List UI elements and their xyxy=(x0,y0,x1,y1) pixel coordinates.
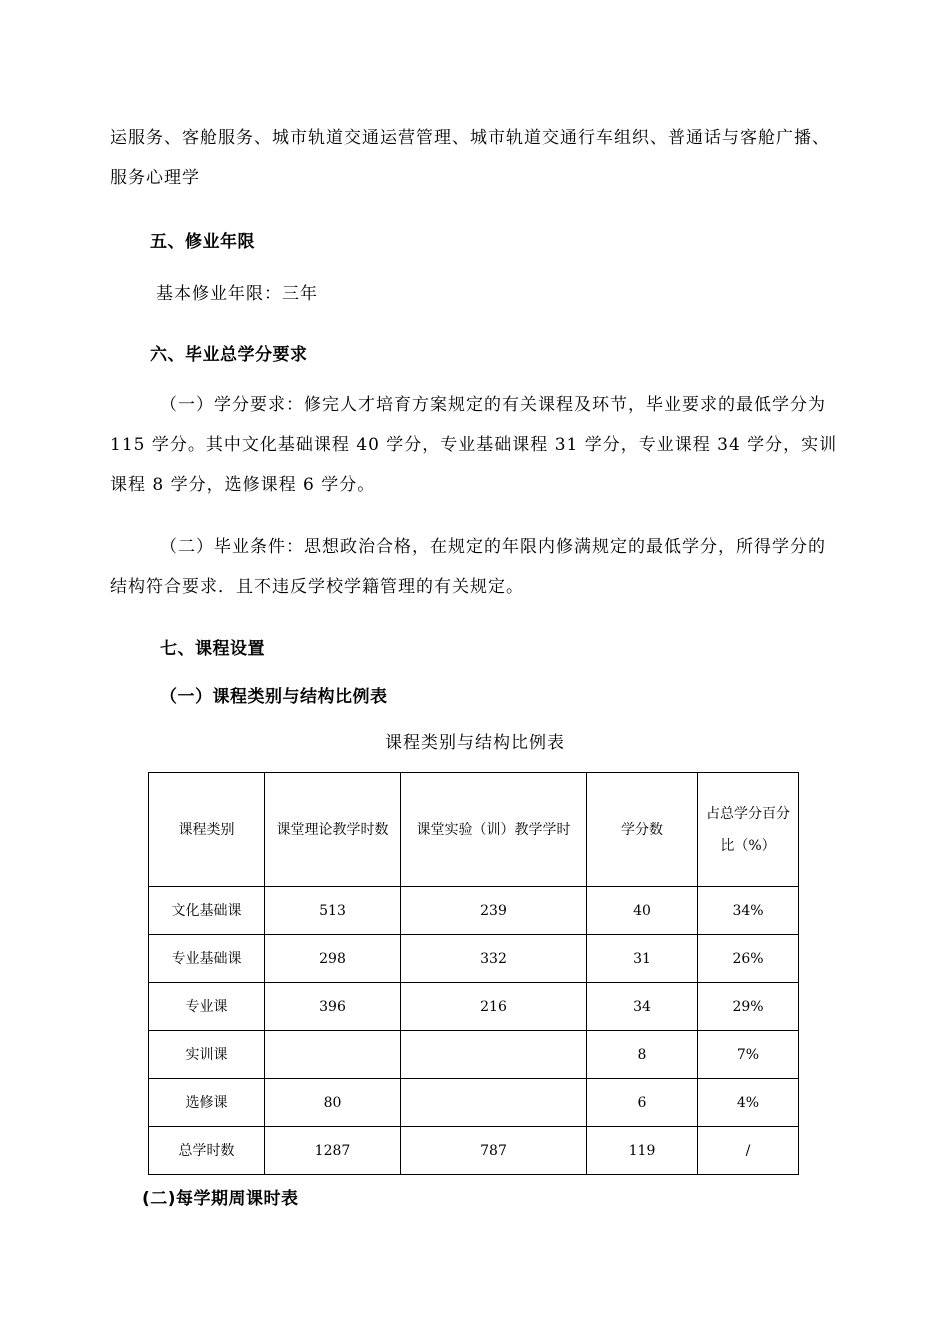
table-header-row xyxy=(149,773,799,887)
intro-continuation: 运服务、客舱服务、城市轨道交通运营管理、城市轨道交通行车组织、普通话与客舱广播、服务心理学 xyxy=(110,128,830,188)
header-percent: 占总学分百分比（%） xyxy=(698,773,799,887)
cell-theory: 1287 xyxy=(265,1127,401,1175)
cell-practice: 216 xyxy=(401,983,587,1031)
cell-practice xyxy=(401,1031,587,1079)
cell-practice: 332 xyxy=(401,935,587,983)
cell-category: 实训课 xyxy=(149,1031,265,1079)
cell-theory: 396 xyxy=(265,983,401,1031)
cell-credits: 31 xyxy=(587,935,698,983)
cell-percent: 7% xyxy=(698,1031,799,1079)
cell-credits: 40 xyxy=(587,887,698,935)
cell-category: 专业课 xyxy=(149,983,265,1031)
table-row-total xyxy=(149,1127,799,1175)
cell-theory: 80 xyxy=(265,1079,401,1127)
table-row xyxy=(149,983,799,1031)
section6-para2: （二）毕业条件：思想政治合格，在规定的年限内修满规定的最低学分，所得学分的结构符合要求．且不违反学校学籍管理的有关规定。 xyxy=(110,537,826,597)
cell-percent: 4% xyxy=(698,1079,799,1127)
section5-text: 基本修业年限：三年 xyxy=(156,284,318,304)
cell-practice xyxy=(401,1079,587,1127)
table-row xyxy=(149,1079,799,1127)
header-credits: 学分数 xyxy=(587,773,698,887)
cell-theory: 298 xyxy=(265,935,401,983)
table-caption: 课程类别与结构比例表 xyxy=(385,733,565,753)
cell-percent: 34% xyxy=(698,887,799,935)
section7-sub2: (二)每学期周课时表 xyxy=(142,1189,299,1209)
header-theory: 课堂理论教学时数 xyxy=(265,773,401,887)
cell-category: 文化基础课 xyxy=(149,887,265,935)
section6-para1: （一）学分要求：修完人才培育方案规定的有关课程及环节，毕业要求的最低学分为 115 学分。其中文化基础课程 40 学分，专业基础课程 31 学分，专业课程 34 学分，实训课程 8 学分，选修课程 6 学分。 xyxy=(110,395,838,495)
cell-percent: 26% xyxy=(698,935,799,983)
cell-practice: 239 xyxy=(401,887,587,935)
table-row xyxy=(149,1031,799,1079)
cell-credits: 34 xyxy=(587,983,698,1031)
cell-percent: 29% xyxy=(698,983,799,1031)
header-category: 课程类别 xyxy=(149,773,265,887)
cell-category: 选修课 xyxy=(149,1079,265,1127)
cell-practice: 787 xyxy=(401,1127,587,1175)
cell-credits: 6 xyxy=(587,1079,698,1127)
cell-category: 总学时数 xyxy=(149,1127,265,1175)
cell-percent: / xyxy=(698,1127,799,1175)
section5-heading: 五、修业年限 xyxy=(150,232,255,252)
cell-theory xyxy=(265,1031,401,1079)
cell-category: 专业基础课 xyxy=(149,935,265,983)
table-row xyxy=(149,935,799,983)
cell-credits: 119 xyxy=(587,1127,698,1175)
cell-credits: 8 xyxy=(587,1031,698,1079)
header-practice: 课堂实验（训）教学学时 xyxy=(401,773,587,887)
section6-heading: 六、毕业总学分要求 xyxy=(150,345,308,365)
course-structure-table xyxy=(148,772,799,1175)
section7-heading: 七、课程设置 xyxy=(160,639,265,659)
table-row xyxy=(149,887,799,935)
section7-sub1: （一）课程类别与结构比例表 xyxy=(160,687,388,707)
cell-theory: 513 xyxy=(265,887,401,935)
